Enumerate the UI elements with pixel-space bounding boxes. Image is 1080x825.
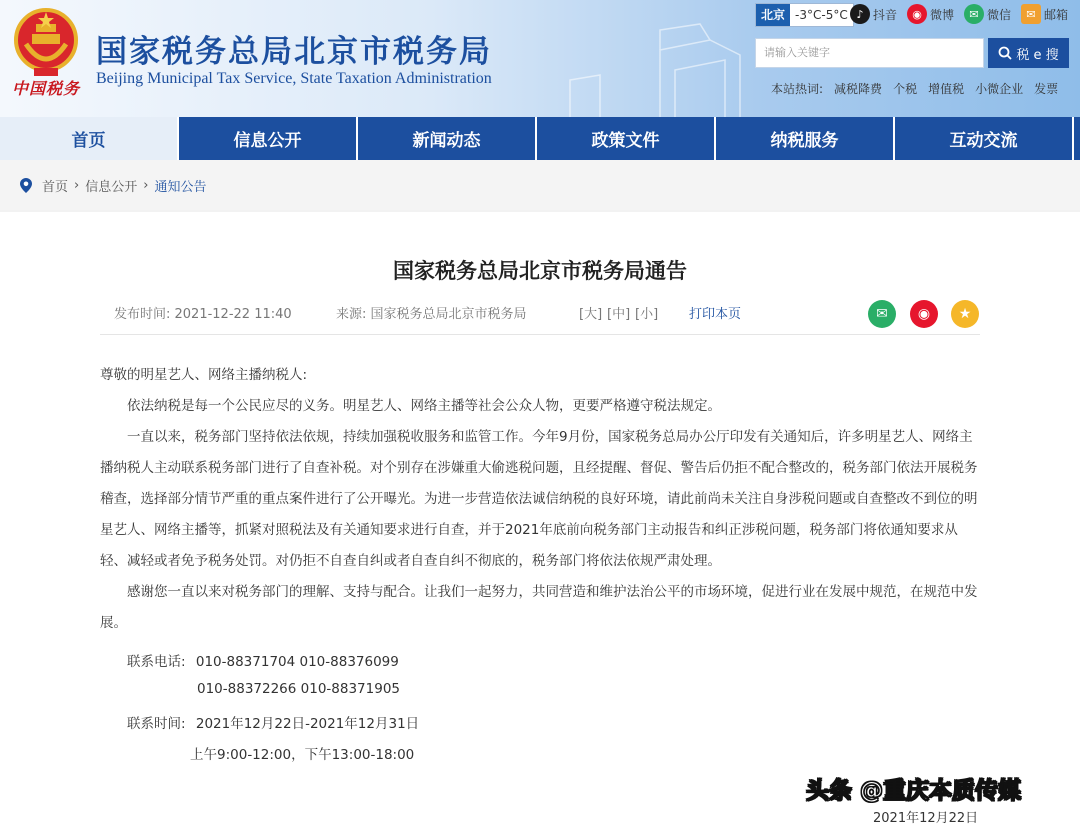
article-paragraph: 一直以来，税务部门坚持依法依规，持续加强税收服务和监管工作。今年9月份，国家税务总局办公厅印发有关通知后，许多明星艺人、网络主播纳税人主动联系税务部门进行了自查补税。对个别存在涉嫌重大偷逃税问题，且经提醒、督促、警告后仍拒不配合整改的，税务部门依法开展税务稽查，选择部分情节严重的重点案件进行了公开曝光。为进一步营造依法诚信纳税的良好环境，请此前尚未关注自身涉税问题或自查整改不到位的明星艺人、网络主播等，抓紧对照税法及有关通知要求进行自查，并于2021年底前向税务部门主动报告和纠正涉税问题，税务部门将依通知要求从轻、减轻或者免予税务处罚。对仍拒不自查自纠或者自查自纠不彻底的，税务部门将依法依规严肃处理。 xyxy=(100,429,978,569)
time-label: 联系时间: xyxy=(127,716,186,732)
breadcrumb-separator: › xyxy=(143,177,149,193)
nav-policy[interactable]: 政策文件 xyxy=(537,117,716,160)
search-input[interactable]: 请输入关键字 xyxy=(755,38,984,68)
main-nav xyxy=(0,117,1080,160)
breadcrumb xyxy=(0,160,1080,210)
social-douyin[interactable] xyxy=(850,4,897,24)
favorite-star-icon[interactable]: ★ xyxy=(951,300,979,328)
article-paragraph: 依法纳税是每一个公民应尽的义务。明星艺人、网络主播等社会公众人物，更要严格遵守税法规定。 xyxy=(127,398,721,414)
article-greeting: 尊敬的明星艺人、网络主播纳税人: xyxy=(100,367,308,383)
hot-keyword[interactable]: 减税降费 xyxy=(834,82,883,96)
hot-keyword[interactable]: 增值税 xyxy=(928,82,965,96)
wechat-icon: ✉ xyxy=(964,4,984,24)
article-meta xyxy=(100,300,980,324)
article-panel xyxy=(0,212,1080,825)
publish-time: 发布时间: 2021-12-22 11:40 xyxy=(114,307,292,322)
location-pin-icon xyxy=(20,178,32,193)
social-label: 微博 xyxy=(930,7,955,22)
font-size-small[interactable]: [小] xyxy=(635,307,659,322)
breadcrumb-current[interactable]: 通知公告 xyxy=(154,179,207,195)
font-size-large[interactable]: [大] xyxy=(579,307,603,322)
search-button[interactable] xyxy=(988,38,1069,68)
phone-line: 010-88372266 010-88371905 xyxy=(197,681,400,697)
national-emblem-icon xyxy=(8,4,84,82)
article-date: 2021年12月22日 xyxy=(873,811,979,825)
contact-time xyxy=(127,712,419,732)
douyin-icon: ♪ xyxy=(850,4,870,24)
phone-line: 010-88371704 010-88376099 xyxy=(195,654,399,670)
contact-phone xyxy=(127,650,399,670)
search-icon xyxy=(998,46,1012,60)
nav-home[interactable]: 首页 xyxy=(0,117,179,160)
print-link[interactable]: 打印本页 xyxy=(689,307,742,322)
breadcrumb-home[interactable]: 首页 xyxy=(42,179,69,195)
site-header xyxy=(0,0,1080,117)
article-paragraph: 感谢您一直以来对税务部门的理解、支持与配合。让我们一起努力，共同营造和维护法治公平的市场环境，促进行业在发展中规范，在规范中发展。 xyxy=(100,584,978,631)
weather-city: 北京 xyxy=(756,4,790,26)
share-wechat-icon[interactable]: ✉ xyxy=(868,300,896,328)
hot-label: 本站热词: xyxy=(771,82,824,96)
breadcrumb-separator: › xyxy=(74,177,80,193)
social-wechat[interactable] xyxy=(964,4,1011,24)
font-size-medium[interactable]: [中] xyxy=(607,307,631,322)
nav-news[interactable]: 新闻动态 xyxy=(358,117,537,160)
phone-label: 联系电话: xyxy=(127,654,186,670)
breadcrumb-info[interactable]: 信息公开 xyxy=(85,179,138,195)
hot-keyword[interactable]: 小微企业 xyxy=(975,82,1024,96)
watermark: 头条 @重庆本质传媒 xyxy=(806,778,1022,804)
social-label: 微信 xyxy=(987,7,1012,22)
social-mail[interactable] xyxy=(1021,4,1068,24)
emblem-caption: 中国税务 xyxy=(12,79,81,98)
article-source: 来源: 国家税务总局北京市税务局 xyxy=(336,307,527,322)
cctv-building-graphic xyxy=(510,20,770,117)
hot-keyword[interactable]: 发票 xyxy=(1034,82,1059,96)
site-subtitle: Beijing Municipal Tax Service, State Taxation Administration xyxy=(96,70,492,87)
hot-keyword[interactable]: 个税 xyxy=(893,82,918,96)
social-weibo[interactable] xyxy=(907,4,954,24)
weather-temp: -3°C-5°C xyxy=(795,8,848,22)
nav-info-disclosure[interactable]: 信息公开 xyxy=(179,117,358,160)
site-title[interactable]: 国家税务总局北京市税务局 xyxy=(96,34,492,70)
time-line: 上午9:00-12:00，下午13:00-18:00 xyxy=(190,747,415,763)
weather-widget xyxy=(755,3,854,27)
article-body xyxy=(100,360,980,639)
article-title: 国家税务总局北京市税务局通告 xyxy=(393,259,687,283)
social-label: 邮箱 xyxy=(1044,7,1069,22)
nav-interaction[interactable]: 互动交流 xyxy=(895,117,1074,160)
mail-icon: ✉ xyxy=(1021,4,1041,24)
time-line: 2021年12月22日-2021年12月31日 xyxy=(195,716,420,732)
social-label: 抖音 xyxy=(873,7,898,22)
nav-tax-service[interactable]: 纳税服务 xyxy=(716,117,895,160)
divider xyxy=(100,334,980,335)
search-button-label: 税 e 搜 xyxy=(1016,47,1059,63)
share-weibo-icon[interactable]: ◉ xyxy=(910,300,938,328)
hot-keywords xyxy=(771,80,1058,97)
weibo-icon: ◉ xyxy=(907,4,927,24)
